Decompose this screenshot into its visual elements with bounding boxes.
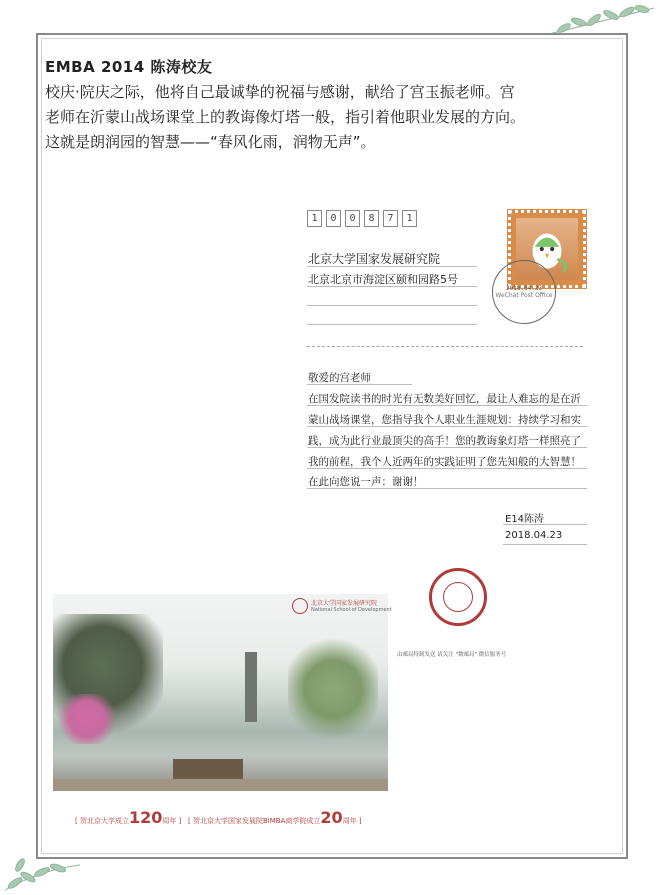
letter-line: 在国发院读书的时光有无数美好回忆，最让人难忘的是在沂 <box>308 393 581 405</box>
zip-digit: 1 <box>402 210 417 227</box>
letter-line: 践，成为此行业最顶尖的高手！您的教诲象灯塔一样照亮了 <box>308 435 581 447</box>
letter-rule <box>307 488 587 489</box>
zip-digit: 1 <box>307 210 322 227</box>
intro-line: 老师在沂蒙山战场课堂上的教诲像灯塔一般，指引着他职业发展的方向。 <box>45 108 526 126</box>
address-rule <box>307 305 477 306</box>
letter-rule <box>307 405 587 406</box>
nsd-name-en: National School of Development <box>311 607 392 613</box>
signature-rule <box>503 544 587 545</box>
intro-line: 校庆·院庆之际，他将自己最诚挚的祝福与感谢，献给了宫玉振老师。宫 <box>45 83 515 101</box>
address-rule <box>307 266 477 267</box>
anniversary-caption <box>75 808 362 827</box>
postal-note: 由邮局特制发送 请关注 "微邮局" 微信服务号 <box>397 652 507 658</box>
letter-line: 在此向您说一声：谢谢！ <box>308 476 424 488</box>
caption-b-number: 20 <box>320 808 343 827</box>
letter-rule <box>307 447 587 448</box>
campus-lake-photo <box>53 594 388 791</box>
caption-a-number: 120 <box>128 808 163 827</box>
signature: E14陈涛 <box>505 514 545 525</box>
address-rule <box>307 286 477 287</box>
signature-rule <box>503 524 587 525</box>
letter-salutation: 敬爱的宫老师 <box>308 372 371 384</box>
caption-b-suffix: 周年 ] <box>342 817 362 825</box>
postmark-icon <box>492 260 556 324</box>
caption-a-prefix: [ 贺北京大学成立 <box>75 817 129 825</box>
page-title: EMBA 2014 陈涛校友 <box>45 58 213 76</box>
intro-line: 这就是朗润园的智慧——“春风化雨，润物无声”。 <box>45 133 376 151</box>
recipient-address: 北京北京市海淀区颐和园路5号 <box>308 273 458 286</box>
letter-line: 我的前程，我个人近两年的实践证明了您先知般的大智慧！ <box>308 456 581 468</box>
nsd-name-cn: 北京大学国家发展研究院 <box>311 600 378 607</box>
letter-line: 蒙山战场课堂，您指导我个人职业生涯规划：持续学习和实 <box>308 414 581 426</box>
zip-digit: 8 <box>364 210 379 227</box>
peking-university-seal-icon <box>429 568 487 626</box>
zip-digit: 0 <box>326 210 341 227</box>
postal-code-boxes <box>307 210 417 227</box>
letter-rule <box>307 426 587 427</box>
address-rule <box>307 324 477 325</box>
letter-rule <box>307 384 412 385</box>
postmark-date: 2018.04.23 <box>505 285 543 292</box>
signature-date: 2018.04.23 <box>505 530 563 541</box>
caption-a-suffix: 周年 ] <box>162 817 182 825</box>
letter-rule <box>307 468 587 469</box>
recipient-name: 北京大学国家发展研究院 <box>308 252 441 266</box>
postcard-divider <box>307 346 583 347</box>
zip-digit: 0 <box>345 210 360 227</box>
postmark-ring-text: WeChat Post Office <box>495 292 553 299</box>
zip-digit: 7 <box>383 210 398 227</box>
intro-paragraph <box>45 80 625 155</box>
nsd-logo-icon <box>292 598 308 614</box>
caption-b-prefix: [ 贺北京大学国家发展院BiMBA商学院成立 <box>188 817 321 825</box>
